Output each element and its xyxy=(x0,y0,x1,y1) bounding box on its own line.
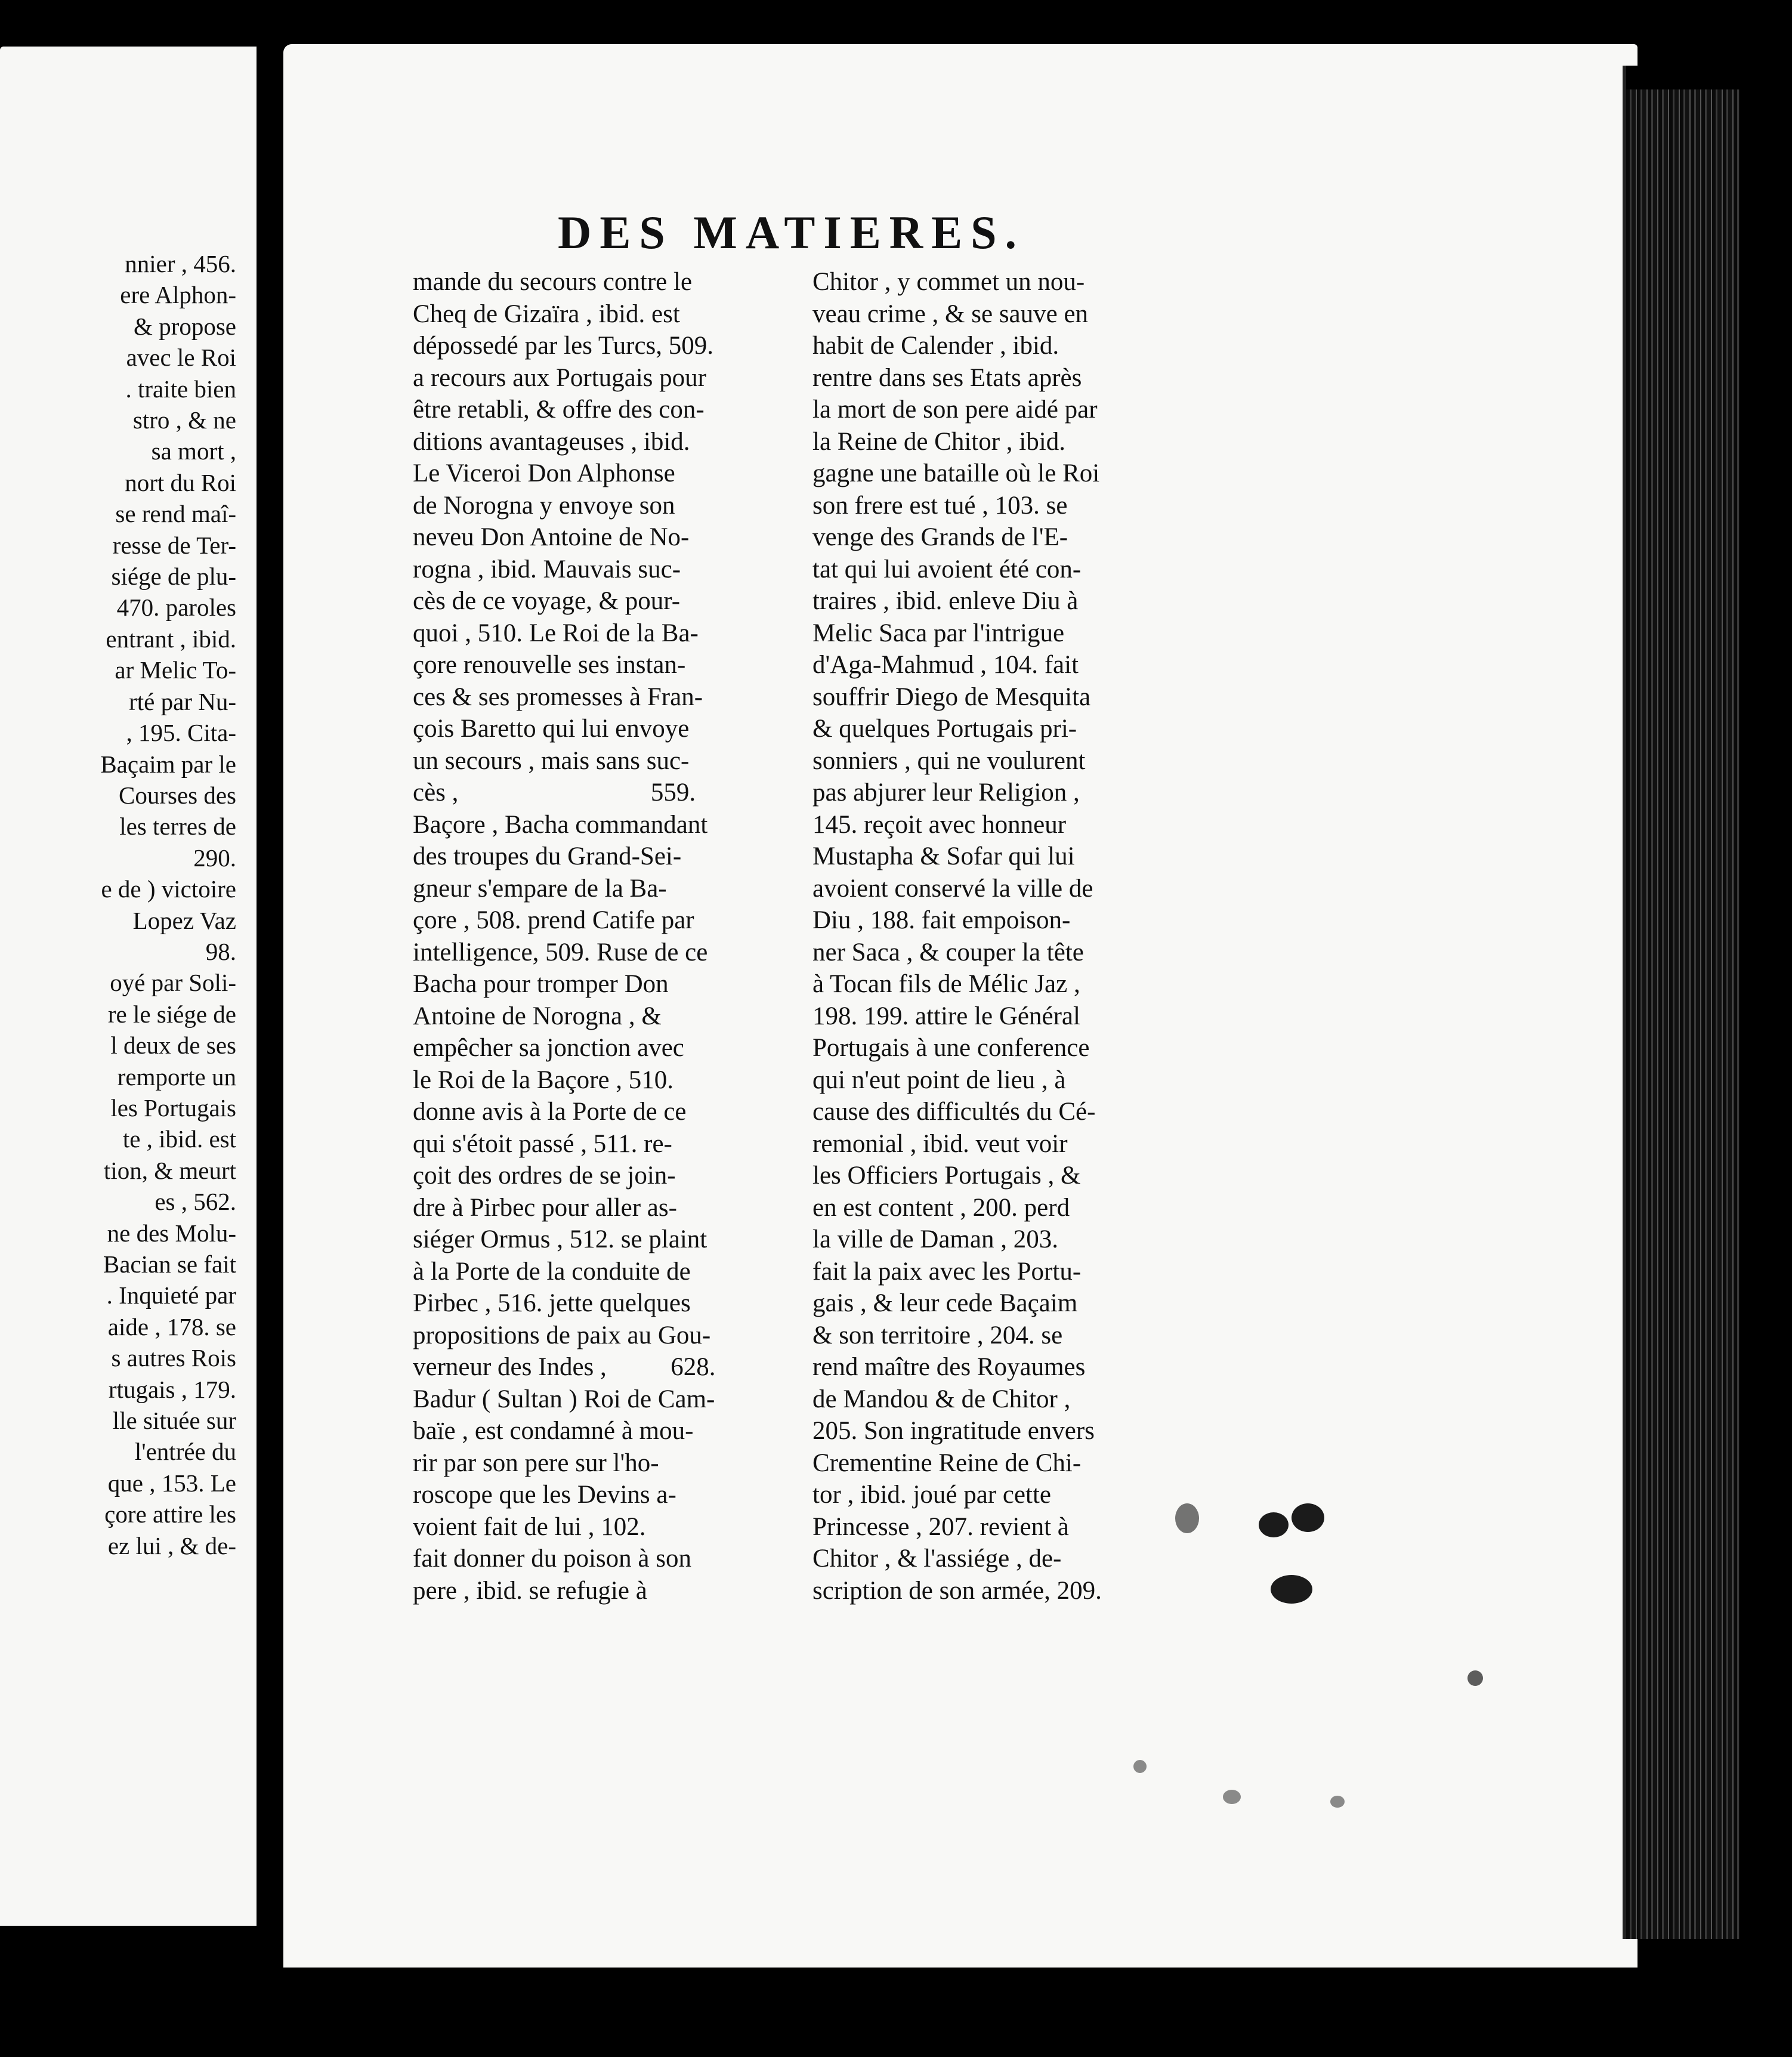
text-line: veau crime , & se sauve en xyxy=(812,299,1089,328)
text-line: les terres de xyxy=(119,813,236,841)
text-line: l'entrée du xyxy=(134,1438,236,1466)
text-line: qui s'étoit passé , 511. re- xyxy=(413,1129,672,1158)
text-line: pere , ibid. se refugie à xyxy=(413,1576,647,1605)
text-line: aide , 178. se xyxy=(107,1312,236,1341)
page-header: DES MATIERES. xyxy=(558,206,1025,258)
text-line: Portugais à une conference xyxy=(812,1034,1090,1062)
text-line: ner Saca , & couper la tête xyxy=(812,938,1084,966)
text-line: empêcher sa jonction avec xyxy=(413,1034,684,1062)
text-line: cause des difficultés du Cé- xyxy=(812,1098,1096,1126)
ink-stain xyxy=(1292,1503,1324,1532)
text-line: Diu , 188. fait empoison- xyxy=(812,906,1071,934)
text-line: cès de ce voyage, & pour- xyxy=(413,587,681,615)
ink-stain xyxy=(1330,1796,1345,1808)
text-line: sonniers , qui ne voulurent xyxy=(812,746,1086,775)
text-line: Chitor , & l'assiége , de- xyxy=(812,1545,1062,1573)
ink-stain xyxy=(1175,1503,1199,1533)
text-line: de Mandou & de Chitor , xyxy=(812,1385,1071,1413)
text-line: rogna , ibid. Mauvais suc- xyxy=(413,555,681,583)
text-line: , 195. Cita- xyxy=(126,719,236,747)
text-line: 198. 199. attire le Général xyxy=(812,1002,1080,1030)
text-line: siéger Ormus , 512. se plaint xyxy=(413,1225,707,1253)
text-line: gneur s'empare de la Ba- xyxy=(413,874,667,903)
text-line: propositions de paix au Gou- xyxy=(413,1321,711,1349)
text-line: de Norogna y envoye son xyxy=(413,491,675,520)
text-line: à la Porte de la conduite de xyxy=(413,1257,691,1286)
text-line: en est content , 200. perd xyxy=(812,1193,1070,1222)
text-line: remporte un xyxy=(117,1063,236,1091)
text-line: sa mort , xyxy=(151,437,236,465)
text-line: oyé par Soli- xyxy=(110,969,236,997)
index-column-2 xyxy=(812,266,1173,1607)
text-line: donne avis à la Porte de ce xyxy=(413,1098,687,1126)
text-line: Baçaim par le xyxy=(100,750,236,778)
text-line: rté par Nu- xyxy=(129,687,236,715)
left-page-text xyxy=(0,248,236,1561)
text-line: Baçore , Bacha commandant xyxy=(413,810,708,839)
text-line: un secours , mais sans suc- xyxy=(413,746,690,775)
book-page-edges xyxy=(1623,66,1740,1939)
text-line: ez lui , & de- xyxy=(107,1531,236,1559)
text-line: rentre dans ses Etats après xyxy=(812,363,1082,392)
text-line: e de ) victoire xyxy=(101,875,236,903)
text-line: Antoine de Norogna , & xyxy=(413,1002,662,1030)
text-line: verneur des Indes , 628. xyxy=(413,1353,716,1381)
text-line: a recours aux Portugais pour xyxy=(413,363,706,392)
text-line: fait la paix avec les Portu- xyxy=(812,1257,1082,1286)
left-page xyxy=(0,47,257,1926)
text-line: le Roi de la Baçore , 510. xyxy=(413,1065,674,1094)
text-line: Courses des xyxy=(118,781,236,809)
text-line: çore renouvelle ses instan- xyxy=(413,651,686,679)
text-line: pas abjurer leur Religion , xyxy=(812,779,1080,807)
text-line: 98. xyxy=(205,937,236,965)
text-line: Melic Saca par l'intrigue xyxy=(812,619,1065,647)
text-line: . Inquieté par xyxy=(106,1281,236,1309)
text-line: avec le Roi xyxy=(126,344,236,372)
text-line: Cheq de Gizaïra , ibid. est xyxy=(413,299,680,328)
text-line: es , 562. xyxy=(155,1188,236,1216)
text-line: tion, & meurt xyxy=(103,1156,236,1184)
text-line: venge des Grands de l'E- xyxy=(812,523,1068,551)
text-line: mande du secours contre le xyxy=(413,268,693,296)
ink-stain xyxy=(1133,1760,1147,1773)
text-line: stro , & ne xyxy=(132,406,236,434)
text-line: Mustapha & Sofar qui lui xyxy=(812,842,1075,870)
text-line: Badur ( Sultan ) Roi de Cam- xyxy=(413,1385,715,1413)
text-line: s autres Rois xyxy=(111,1344,236,1372)
ink-stain xyxy=(1271,1575,1312,1604)
text-line: ar Melic To- xyxy=(115,656,236,684)
ink-stain xyxy=(1259,1512,1289,1537)
text-line: dépossedé par les Turcs, 509. xyxy=(413,332,714,360)
text-line: les Officiers Portugais , & xyxy=(812,1162,1081,1190)
text-line: nnier , 456. xyxy=(125,250,236,277)
text-line: Pirbec , 516. jette quelques xyxy=(413,1289,691,1317)
text-line: ces & ses promesses à Fran- xyxy=(413,682,703,711)
index-column-1 xyxy=(413,266,771,1607)
text-line: traires , ibid. enleve Diu à xyxy=(812,587,1079,615)
text-line: son frere est tué , 103. se xyxy=(812,491,1068,520)
text-line: Bacian se fait xyxy=(103,1250,236,1278)
text-line: la Reine de Chitor , ibid. xyxy=(812,427,1065,456)
text-line: Chitor , y commet un nou- xyxy=(812,268,1085,296)
text-line: tor , ibid. joué par cette xyxy=(812,1481,1051,1509)
text-line: l deux de ses xyxy=(110,1031,236,1060)
text-line: Lopez Vaz xyxy=(132,906,236,934)
text-line: & propose xyxy=(134,312,236,340)
text-line: être retabli, & offre des con- xyxy=(413,396,705,424)
text-line: siége de plu- xyxy=(111,563,236,591)
text-line: & quelques Portugais pri- xyxy=(812,715,1077,743)
text-line: fait donner du poison à son xyxy=(413,1545,691,1573)
text-line: resse de Ter- xyxy=(112,531,236,559)
text-line: la mort de son pere aidé par xyxy=(812,396,1098,424)
text-line: rend maître des Royaumes xyxy=(812,1353,1086,1381)
text-line: se rend maî- xyxy=(115,500,236,528)
text-line: la ville de Daman , 203. xyxy=(812,1225,1058,1253)
text-line: 205. Son ingratitude envers xyxy=(812,1417,1095,1445)
text-line: Princesse , 207. revient à xyxy=(812,1512,1069,1541)
text-line: lle située sur xyxy=(112,1407,236,1435)
text-line: roscope que les Devins a- xyxy=(413,1481,676,1509)
text-line: ere Alphon- xyxy=(120,281,236,309)
text-line: baïe , est condamné à mou- xyxy=(413,1417,694,1445)
text-line: souffrir Diego de Mesquita xyxy=(812,682,1091,711)
text-line: çore attire les xyxy=(104,1500,236,1528)
text-line: rtugais , 179. xyxy=(108,1375,236,1403)
text-line: 290. xyxy=(193,844,236,872)
text-line: tat qui lui avoient été con- xyxy=(812,555,1082,583)
text-line: qui n'eut point de lieu , à xyxy=(812,1065,1066,1094)
text-line: . traite bien xyxy=(125,375,236,403)
text-line: te , ibid. est xyxy=(122,1125,236,1153)
text-line: rir par son pere sur l'ho- xyxy=(413,1448,659,1477)
text-line: ne des Molu- xyxy=(107,1219,236,1247)
text-line: 470. paroles xyxy=(116,594,236,622)
text-line: gais , & leur cede Baçaim xyxy=(812,1289,1078,1317)
text-line: entrant , ibid. xyxy=(106,625,236,653)
text-line: intelligence, 509. Ruse de ce xyxy=(413,938,708,966)
text-line: habit de Calender , ibid. xyxy=(812,332,1059,360)
text-line: à Tocan fils de Mélic Jaz , xyxy=(812,970,1080,998)
ink-stain xyxy=(1467,1670,1483,1686)
text-line: neveu Don Antoine de No- xyxy=(413,523,690,551)
text-line: çoit des ordres de se join- xyxy=(413,1162,676,1190)
text-line: nort du Roi xyxy=(125,468,236,496)
text-line: voient fait de lui , 102. xyxy=(413,1512,646,1541)
text-line: re le siége de xyxy=(107,1000,236,1028)
text-line: cès , 559. xyxy=(413,779,696,807)
text-line: Le Viceroi Don Alphonse xyxy=(413,459,675,487)
text-line: & son territoire , 204. se xyxy=(812,1321,1063,1349)
text-line: remonial , ibid. veut voir xyxy=(812,1129,1068,1158)
text-line: dre à Pirbec pour aller as- xyxy=(413,1193,677,1222)
text-line: Bacha pour tromper Don xyxy=(413,970,669,998)
text-line: Crementine Reine de Chi- xyxy=(812,1448,1082,1477)
text-line: quoi , 510. Le Roi de la Ba- xyxy=(413,619,699,647)
text-line: ditions avantageuses , ibid. xyxy=(413,427,690,456)
text-line: avoient conservé la ville de xyxy=(812,874,1093,903)
text-line: gagne une bataille où le Roi xyxy=(812,459,1100,487)
text-line: les Portugais xyxy=(110,1094,236,1122)
text-line: d'Aga-Mahmud , 104. fait xyxy=(812,651,1079,679)
text-line: scription de son armée, 209. xyxy=(812,1576,1102,1605)
ink-stain xyxy=(1223,1790,1241,1804)
text-line: çore , 508. prend Catife par xyxy=(413,906,694,934)
text-line: çois Baretto qui lui envoye xyxy=(413,715,690,743)
text-line: des troupes du Grand-Sei- xyxy=(413,842,682,870)
text-line: que , 153. Le xyxy=(107,1469,236,1497)
text-line: 145. reçoit avec honneur xyxy=(812,810,1067,839)
